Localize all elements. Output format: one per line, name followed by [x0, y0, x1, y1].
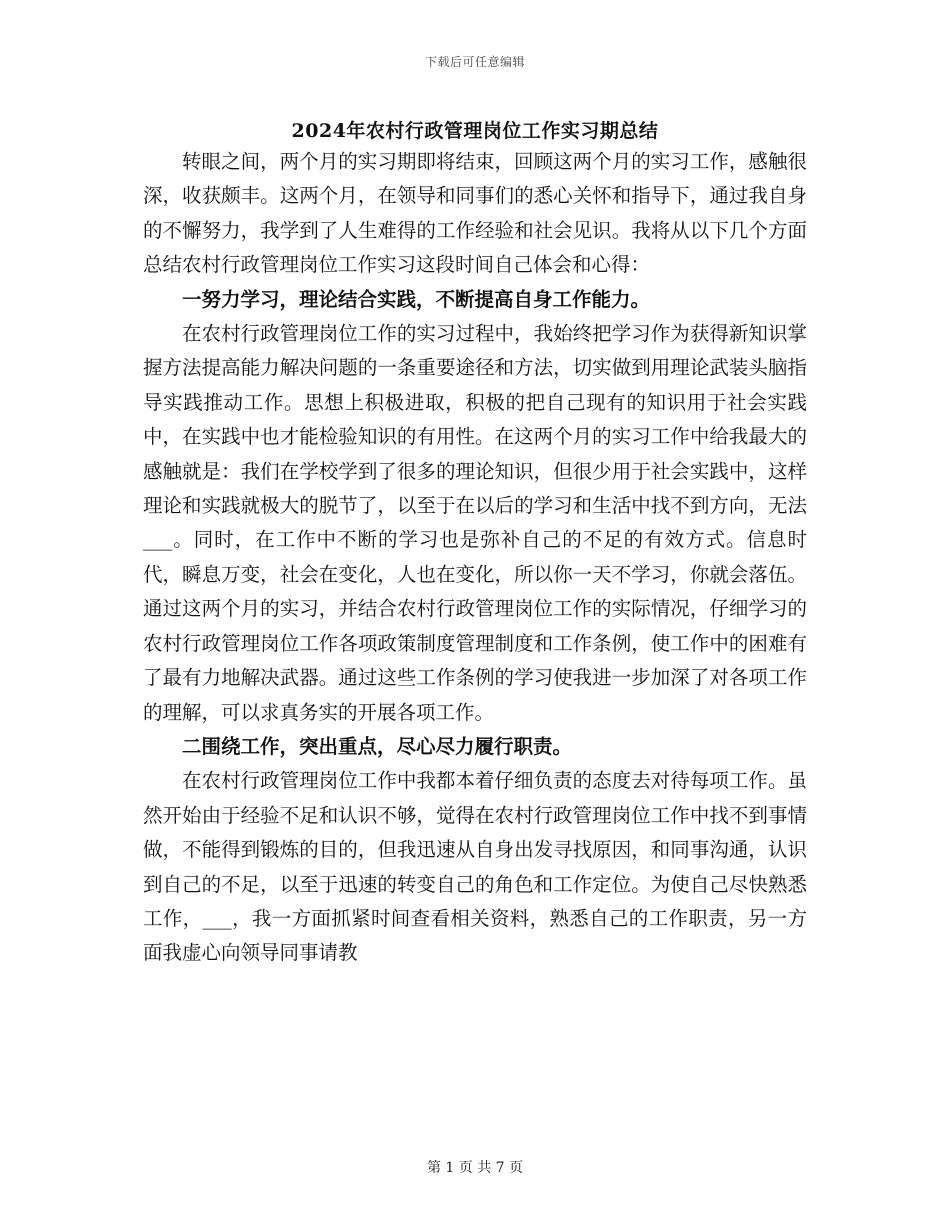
section-heading-2: 二围绕工作，突出重点，尽心尽力履行职责。 [182, 734, 573, 758]
document-title: 2024年农村行政管理岗位工作实习期总结 [291, 120, 659, 142]
paragraph-intro: 转眼之间，两个月的实习期即将结束，回顾这两个月的实习工作，感触很深，收获颇丰。这两个月，在领导和同事们的悉心关怀和指导下，通过我自身的不懈努力，我学到了人生难得的工作经验和社会见识。我将从以下几个方面总结农村行政管理岗位工作实习这段时间自己体会和心得： [143, 150, 807, 277]
section-heading-1: 一努力学习，理论结合实践，不断提高自身工作能力。 [182, 287, 651, 311]
document-body [143, 145, 807, 971]
page-number-footer: 第 1 页 共 7 页 [426, 1160, 524, 1176]
paragraph-section-2: 在农村行政管理岗位工作中我都本着仔细负责的态度去对待每项工作。虽然开始由于经验不足和认识不够，觉得在农村行政管理岗位工作中找不到事情做，不能得到锻炼的目的，但我迅速从自身出发寻找原因，和同事沟通，认识到自己的不足，以至于迅速的转变自己的角色和工作定位。为使自己尽快熟悉工作，___，我一方面抓紧时间查看相关资料，熟悉自己的工作职责，另一方面我虚心向领导同事请教 [143, 769, 807, 965]
paragraph-section-1: 在农村行政管理岗位工作的实习过程中，我始终把学习作为获得新知识掌握方法提高能力解决问题的一条重要途径和方法，切实做到用理论武装头脑指导实践推动工作。思想上积极进取，积极的把自己现有的知识用于社会实践中，在实践中也才能检验知识的有用性。在这两个月的实习工作中给我最大的感触就是：我们在学校学到了很多的理论知识，但很少用于社会实践中，这样理论和实践就极大的脱节了，以至于在以后的学习和生活中找不到方向，无法___。同时，在工作中不断的学习也是弥补自己的不足的有效方式。信息时代，瞬息万变，社会在变化，人也在变化，所以你一天不学习，你就会落伍。通过这两个月的实习，并结合农村行政管理岗位工作的实际情况，仔细学习的农村行政管理岗位工作各项政策制度管理制度和工作条例，使工作中的困难有了最有力地解决武器。通过这些工作条例的学习使我进一步加深了对各项工作的理解，可以求真务实的开展各项工作。 [143, 322, 807, 724]
page-header-note: 下载后可任意编辑 [424, 55, 525, 69]
